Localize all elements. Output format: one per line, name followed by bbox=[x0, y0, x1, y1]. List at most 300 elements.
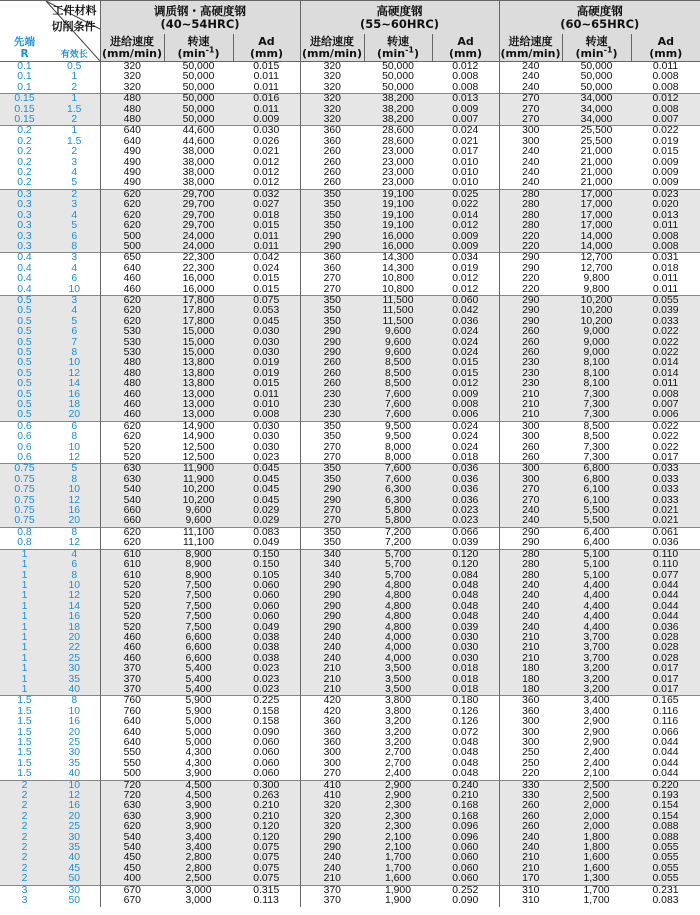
depth-cell: 12 bbox=[49, 591, 100, 601]
r-cell: 0.5 bbox=[0, 295, 49, 306]
feed-cell: 240 bbox=[499, 178, 562, 189]
speed-cell: 34,000 bbox=[562, 105, 631, 115]
ad-cell: 0.088 bbox=[631, 822, 700, 832]
feed-cell: 240 bbox=[499, 843, 562, 853]
r-cell: 1 bbox=[0, 612, 49, 622]
feed-cell: 520 bbox=[100, 623, 164, 633]
ad-cell: 0.120 bbox=[233, 833, 300, 843]
speed-cell: 38,000 bbox=[182, 167, 215, 179]
ad-cell: 0.083 bbox=[652, 895, 679, 907]
feed-cell: 240 bbox=[499, 591, 562, 601]
depth-cell: 3 bbox=[49, 200, 100, 210]
speed-cell: 3,400 bbox=[583, 705, 610, 717]
ad-cell: 0.011 bbox=[253, 81, 279, 93]
ad-cell: 0.036 bbox=[432, 475, 499, 485]
depth-cell: 20 bbox=[49, 633, 100, 643]
feed-cell: 330 bbox=[499, 791, 562, 801]
feed-cell: 760 bbox=[100, 707, 164, 717]
r-cell: 1 bbox=[0, 654, 49, 664]
depth-cell: 4 bbox=[49, 211, 100, 221]
depth-cell: 5 bbox=[49, 221, 100, 231]
depth-cell: 2 bbox=[49, 115, 100, 126]
r-cell: 2 bbox=[0, 812, 49, 822]
speed-cell: 24,000 bbox=[164, 232, 233, 242]
feed-cell: 240 bbox=[300, 654, 364, 664]
depth-cell: 30 bbox=[49, 885, 100, 896]
ad-cell: 0.039 bbox=[452, 537, 479, 549]
r-cell: 1 bbox=[0, 549, 49, 560]
ad-cell: 0.006 bbox=[432, 410, 499, 421]
feed-cell: 620 bbox=[100, 421, 164, 432]
speed-cell: 16,000 bbox=[182, 273, 215, 285]
ad-cell: 0.048 bbox=[452, 737, 479, 748]
ad-cell: 0.036 bbox=[652, 537, 679, 549]
r-cell: 0.8 bbox=[0, 527, 49, 538]
speed-cell: 6,100 bbox=[562, 496, 631, 506]
speed-cell: 7,600 bbox=[364, 400, 432, 410]
r-cell: 0.75 bbox=[0, 516, 49, 527]
ad-cell: 0.017 bbox=[452, 146, 479, 158]
ad-cell: 0.083 bbox=[233, 527, 300, 538]
speed-header bbox=[364, 34, 432, 62]
ad-cell: 0.055 bbox=[631, 864, 700, 874]
speed-cell: 38,200 bbox=[364, 115, 432, 126]
depth-cell: 40 bbox=[68, 768, 81, 780]
feed-cell: 260 bbox=[499, 443, 562, 453]
feed-header-line1: 进给速度 bbox=[508, 34, 553, 48]
r-cell: 0.15 bbox=[0, 94, 49, 105]
ad-cell: 0.022 bbox=[631, 348, 700, 358]
ad-cell: 0.210 bbox=[233, 812, 300, 822]
ad-header-line1: Ad bbox=[258, 34, 275, 48]
speed-cell: 1,700 bbox=[364, 864, 432, 874]
depth-cell: 12 bbox=[49, 791, 100, 801]
speed-cell: 6,800 bbox=[562, 475, 631, 485]
ad-cell: 0.024 bbox=[253, 262, 280, 274]
depth-cell: 6 bbox=[49, 327, 100, 337]
ad-header-line1: Ad bbox=[657, 34, 674, 48]
r-cell: 2 bbox=[0, 822, 49, 832]
ad-cell: 0.066 bbox=[432, 527, 499, 538]
table-row bbox=[0, 516, 700, 527]
speed-cell: 2,000 bbox=[562, 812, 631, 822]
speed-cell: 2,500 bbox=[562, 791, 631, 801]
ad-cell: 0.030 bbox=[233, 421, 300, 432]
speed-cell: 14,900 bbox=[164, 421, 233, 432]
speed-cell: 3,800 bbox=[384, 705, 411, 717]
ad-cell: 0.038 bbox=[233, 654, 300, 664]
feed-cell: 240 bbox=[499, 623, 562, 633]
ad-cell: 0.010 bbox=[452, 167, 479, 179]
ad-cell: 0.009 bbox=[432, 105, 499, 115]
speed-cell: 7,300 bbox=[562, 390, 631, 400]
feed-cell: 260 bbox=[300, 168, 364, 178]
depth-cell: 22 bbox=[49, 643, 100, 653]
feed-cell: 630 bbox=[100, 475, 164, 485]
feed-cell: 360 bbox=[300, 717, 364, 727]
feed-cell: 270 bbox=[300, 453, 364, 464]
depth-cell: 6 bbox=[49, 421, 100, 432]
feed-cell: 210 bbox=[499, 390, 562, 400]
feed-cell: 620 bbox=[100, 221, 164, 231]
feed-header-line2: (mm/min) bbox=[500, 46, 561, 60]
speed-cell: 38,200 bbox=[364, 105, 432, 115]
speed-cell: 3,200 bbox=[384, 726, 411, 738]
speed-cell: 21,000 bbox=[580, 177, 613, 189]
feed-cell: 480 bbox=[100, 369, 164, 379]
feed-cell: 360 bbox=[300, 728, 364, 738]
ad-cell: 0.044 bbox=[631, 591, 700, 601]
feed-cell: 240 bbox=[499, 516, 562, 527]
ad-cell: 0.008 bbox=[432, 400, 499, 410]
feed-cell: 320 bbox=[300, 115, 364, 126]
ad-cell: 0.049 bbox=[253, 537, 280, 549]
depth-cell: 8 bbox=[49, 527, 100, 538]
ad-cell: 0.009 bbox=[432, 242, 499, 253]
ad-cell: 0.116 bbox=[652, 705, 679, 717]
feed-cell: 270 bbox=[499, 94, 562, 105]
feed-cell: 240 bbox=[499, 72, 562, 82]
speed-cell: 6,300 bbox=[364, 496, 432, 506]
feed-header-line1: 进给速度 bbox=[110, 34, 154, 48]
speed-cell: 4,800 bbox=[364, 581, 432, 591]
feed-cell: 260 bbox=[499, 822, 562, 832]
speed-cell: 8,500 bbox=[562, 421, 631, 432]
ad-cell: 0.011 bbox=[233, 242, 300, 253]
speed-header-line1: 转速 bbox=[387, 34, 409, 48]
speed-cell: 4,800 bbox=[364, 602, 432, 612]
depth-cell: 25 bbox=[68, 737, 81, 748]
speed-cell: 3,700 bbox=[562, 633, 631, 643]
feed-cell: 210 bbox=[499, 643, 562, 653]
r-cell: 1.5 bbox=[17, 726, 32, 738]
speed-cell: 5,500 bbox=[562, 516, 631, 527]
ad-cell: 0.126 bbox=[452, 716, 479, 728]
r-cell: 1.5 bbox=[0, 696, 49, 707]
speed-cell: 2,500 bbox=[164, 874, 233, 885]
feed-header bbox=[100, 34, 164, 62]
ad-cell: 0.008 bbox=[652, 81, 679, 93]
speed-cell: 14,000 bbox=[562, 232, 631, 242]
feed-cell: 260 bbox=[300, 178, 364, 189]
r-cell: 0.3 bbox=[0, 232, 49, 242]
group3-line2: (60~65HRC) bbox=[560, 16, 640, 31]
ad-cell: 0.048 bbox=[432, 591, 499, 601]
r-cell: 0.6 bbox=[17, 452, 32, 464]
table-row bbox=[0, 274, 700, 284]
speed-cell: 17,000 bbox=[562, 200, 631, 210]
feed-cell: 270 bbox=[300, 443, 364, 453]
feed-cell: 610 bbox=[100, 571, 164, 581]
feed-cell: 330 bbox=[499, 780, 562, 791]
depth-cell: 35 bbox=[49, 675, 100, 685]
ad-cell: 0.015 bbox=[233, 221, 300, 231]
ad-cell: 0.014 bbox=[631, 369, 700, 379]
ad-cell: 0.042 bbox=[432, 306, 499, 316]
speed-cell: 21,000 bbox=[580, 167, 613, 179]
ad-cell: 0.120 bbox=[432, 560, 499, 570]
speed-cell: 38,000 bbox=[182, 177, 215, 189]
feed-cell: 260 bbox=[499, 812, 562, 822]
ad-header-line1: Ad bbox=[457, 34, 474, 48]
feed-cell: 230 bbox=[300, 400, 364, 410]
speed-cell: 2,800 bbox=[164, 853, 233, 863]
speed-cell: 3,400 bbox=[164, 843, 233, 853]
feed-cell: 480 bbox=[100, 115, 164, 126]
ad-cell: 0.036 bbox=[432, 464, 499, 475]
group-header-1 bbox=[100, 1, 300, 35]
feed-cell: 320 bbox=[300, 72, 364, 82]
ad-cell: 0.029 bbox=[233, 506, 300, 516]
r-cell: 1.5 bbox=[17, 757, 32, 769]
r-cell: 0.3 bbox=[0, 189, 49, 200]
depth-cell: 3 bbox=[49, 253, 100, 264]
feed-cell: 350 bbox=[300, 432, 364, 442]
feed-cell: 180 bbox=[499, 664, 562, 674]
speed-cell: 7,600 bbox=[364, 410, 432, 421]
speed-cell: 3,000 bbox=[185, 895, 212, 907]
speed-cell: 29,700 bbox=[164, 221, 233, 231]
feed-cell: 240 bbox=[499, 158, 562, 168]
ad-cell: 0.013 bbox=[432, 94, 499, 105]
feed-cell: 240 bbox=[499, 833, 562, 843]
ad-cell: 0.231 bbox=[631, 885, 700, 896]
r-cell: 2 bbox=[0, 801, 49, 811]
r-cell: 0.5 bbox=[0, 327, 49, 337]
feed-cell: 350 bbox=[300, 527, 364, 538]
speed-cell: 16,000 bbox=[364, 242, 432, 253]
feed-cell: 350 bbox=[300, 306, 364, 316]
speed-cell: 1,600 bbox=[562, 853, 631, 863]
group-header-2 bbox=[300, 1, 499, 35]
depth-cell: 12 bbox=[68, 537, 81, 549]
speed-cell: 12,700 bbox=[562, 253, 631, 264]
depth-cell: 8 bbox=[49, 571, 100, 581]
ad-cell: 0.105 bbox=[233, 571, 300, 581]
feed-cell: 270 bbox=[499, 485, 562, 495]
feed-cell: 350 bbox=[300, 295, 364, 306]
feed-cell: 640 bbox=[100, 126, 164, 137]
speed-cell: 6,300 bbox=[364, 485, 432, 495]
table-row bbox=[0, 178, 700, 189]
speed-cell: 5,900 bbox=[185, 705, 212, 717]
ad-cell: 0.011 bbox=[233, 390, 300, 400]
feed-cell: 210 bbox=[499, 654, 562, 664]
r-cell: 1 bbox=[0, 560, 49, 570]
depth-cell: 10 bbox=[68, 283, 81, 295]
depth-cell: 14 bbox=[49, 379, 100, 389]
r-cell: 0.6 bbox=[0, 421, 49, 432]
ad-cell: 0.012 bbox=[432, 221, 499, 231]
ad-cell: 0.045 bbox=[233, 464, 300, 475]
feed-cell: 350 bbox=[300, 464, 364, 475]
feed-cell: 230 bbox=[499, 358, 562, 368]
feed-cell: 540 bbox=[100, 485, 164, 495]
speed-cell: 5,400 bbox=[164, 675, 233, 685]
ad-cell: 0.044 bbox=[652, 737, 679, 748]
speed-cell: 4,800 bbox=[364, 612, 432, 622]
ad-cell: 0.011 bbox=[631, 379, 700, 389]
ad-cell: 0.090 bbox=[452, 895, 479, 907]
feed-cell: 300 bbox=[499, 421, 562, 432]
ad-cell: 0.048 bbox=[432, 581, 499, 591]
feed-cell: 260 bbox=[300, 358, 364, 368]
feed-cell: 270 bbox=[300, 506, 364, 516]
depth-cell: 10 bbox=[49, 358, 100, 368]
feed-cell: 250 bbox=[499, 759, 562, 769]
speed-cell: 4,000 bbox=[364, 643, 432, 653]
table-row bbox=[0, 221, 700, 231]
speed-cell: 23,000 bbox=[382, 167, 414, 179]
speed-cell: 4,300 bbox=[185, 747, 212, 759]
ad-cell: 0.075 bbox=[233, 874, 300, 885]
feed-cell: 180 bbox=[499, 675, 562, 685]
speed-cell: 14,900 bbox=[182, 431, 215, 443]
ad-cell: 0.015 bbox=[253, 61, 280, 72]
ad-cell: 0.008 bbox=[452, 81, 479, 93]
speed-cell: 14,000 bbox=[562, 242, 631, 253]
ad-cell: 0.044 bbox=[652, 747, 679, 759]
speed-cell: 5,700 bbox=[364, 560, 432, 570]
feed-cell: 350 bbox=[300, 421, 364, 432]
ad-cell: 0.315 bbox=[233, 885, 300, 896]
feed-cell: 370 bbox=[300, 885, 364, 896]
feed-cell: 620 bbox=[100, 538, 164, 549]
ad-cell: 0.012 bbox=[452, 283, 479, 295]
feed-cell: 320 bbox=[300, 83, 364, 94]
r-cell: 2 bbox=[0, 780, 49, 791]
feed-cell: 300 bbox=[499, 738, 562, 748]
speed-cell: 2,900 bbox=[364, 780, 432, 791]
ad-cell: 0.022 bbox=[631, 126, 700, 137]
ad-cell: 0.030 bbox=[432, 654, 499, 664]
feed-cell: 240 bbox=[499, 83, 562, 94]
table-row bbox=[0, 538, 700, 549]
speed-cell: 2,500 bbox=[562, 780, 631, 791]
depth-cell: 10 bbox=[49, 485, 100, 495]
r-cell: 1 bbox=[0, 675, 49, 685]
feed-cell: 320 bbox=[300, 62, 364, 73]
speed-cell: 11,500 bbox=[364, 306, 432, 316]
speed-cell: 44,600 bbox=[182, 135, 215, 147]
speed-cell: 4,800 bbox=[364, 591, 432, 601]
feed-cell: 320 bbox=[300, 105, 364, 115]
ad-cell: 0.021 bbox=[631, 506, 700, 516]
speed-cell: 50,000 bbox=[182, 71, 215, 83]
speed-cell: 9,600 bbox=[164, 506, 233, 516]
r-cell: 0.15 bbox=[0, 115, 49, 126]
ad-cell: 0.300 bbox=[233, 780, 300, 791]
r-cell: 1.5 bbox=[17, 747, 32, 759]
feed-cell: 210 bbox=[300, 874, 364, 885]
speed-cell: 9,000 bbox=[562, 327, 631, 337]
speed-cell: 11,100 bbox=[182, 537, 214, 549]
speed-cell: 2,900 bbox=[583, 737, 610, 748]
corner-header bbox=[0, 1, 100, 35]
speed-cell: 12,700 bbox=[580, 262, 613, 274]
r-cell: 0.4 bbox=[17, 283, 32, 295]
feed-cell: 490 bbox=[100, 168, 164, 178]
speed-cell: 13,800 bbox=[164, 379, 233, 389]
depth-cell: 4 bbox=[49, 306, 100, 316]
feed-header bbox=[499, 34, 562, 62]
r-cell: 0.2 bbox=[17, 156, 32, 168]
feed-cell: 270 bbox=[499, 496, 562, 506]
depth-cell: 4 bbox=[71, 262, 78, 274]
speed-cell: 17,000 bbox=[562, 211, 631, 221]
feed-cell: 480 bbox=[100, 379, 164, 389]
ad-cell: 0.007 bbox=[432, 115, 499, 126]
feed-cell: 500 bbox=[100, 242, 164, 253]
ad-cell: 0.072 bbox=[452, 726, 479, 738]
ad-cell: 0.210 bbox=[432, 791, 499, 801]
speed-cell: 13,000 bbox=[164, 400, 233, 410]
feed-cell: 290 bbox=[300, 348, 364, 358]
ad-cell: 0.023 bbox=[432, 516, 499, 527]
speed-cell: 9,500 bbox=[384, 431, 411, 443]
feed-cell: 340 bbox=[300, 560, 364, 570]
ad-cell: 0.033 bbox=[631, 317, 700, 327]
r-cell: 0.1 bbox=[17, 61, 32, 72]
feed-cell: 460 bbox=[100, 400, 164, 410]
feed-cell: 550 bbox=[100, 748, 164, 758]
feed-cell: 320 bbox=[300, 812, 364, 822]
ad-cell: 0.008 bbox=[233, 410, 300, 421]
depth-cell: 3 bbox=[71, 156, 78, 168]
ad-cell: 0.252 bbox=[432, 885, 499, 896]
ad-cell: 0.017 bbox=[652, 452, 679, 464]
speed-cell: 10,200 bbox=[562, 317, 631, 327]
ad-cell: 0.020 bbox=[631, 200, 700, 210]
r-cell: 0.8 bbox=[17, 537, 32, 549]
table-row bbox=[0, 94, 700, 105]
feed-cell: 630 bbox=[100, 812, 164, 822]
speed-cell: 10,200 bbox=[562, 306, 631, 316]
speed-cell: 12,500 bbox=[182, 452, 215, 464]
speed-cell: 3,200 bbox=[562, 685, 631, 696]
speed-cell: 28,600 bbox=[364, 126, 432, 137]
ad-cell: 0.110 bbox=[631, 549, 700, 560]
ad-cell: 0.034 bbox=[432, 253, 499, 264]
ad-cell: 0.009 bbox=[233, 115, 300, 126]
ad-cell: 0.016 bbox=[233, 94, 300, 105]
depth-cell: 20 bbox=[49, 516, 100, 527]
feed-cell: 460 bbox=[100, 654, 164, 664]
ad-cell: 0.018 bbox=[452, 452, 479, 464]
feed-cell: 760 bbox=[100, 696, 164, 707]
ad-cell: 0.022 bbox=[432, 200, 499, 210]
feed-header bbox=[300, 34, 364, 62]
speed-cell: 15,000 bbox=[164, 348, 233, 358]
depth-cell: 1.5 bbox=[49, 105, 100, 115]
speed-cell: 38,200 bbox=[364, 94, 432, 105]
ad-cell: 0.008 bbox=[652, 71, 679, 83]
ad-cell: 0.023 bbox=[233, 664, 300, 674]
speed-cell: 23,000 bbox=[382, 146, 414, 158]
depth-cell: 6 bbox=[49, 560, 100, 570]
speed-cell: 7,500 bbox=[164, 591, 233, 601]
ad-cell: 0.019 bbox=[233, 358, 300, 368]
ad-cell: 0.053 bbox=[233, 306, 300, 316]
feed-cell: 260 bbox=[499, 338, 562, 348]
speed-cell: 15,000 bbox=[164, 327, 233, 337]
r-cell: 1.5 bbox=[17, 768, 32, 780]
feed-cell: 370 bbox=[100, 675, 164, 685]
r-cell: 0.2 bbox=[17, 177, 32, 189]
speed-cell: 7,300 bbox=[583, 441, 610, 453]
ad-cell: 0.028 bbox=[631, 654, 700, 664]
ad-cell: 0.165 bbox=[631, 696, 700, 707]
